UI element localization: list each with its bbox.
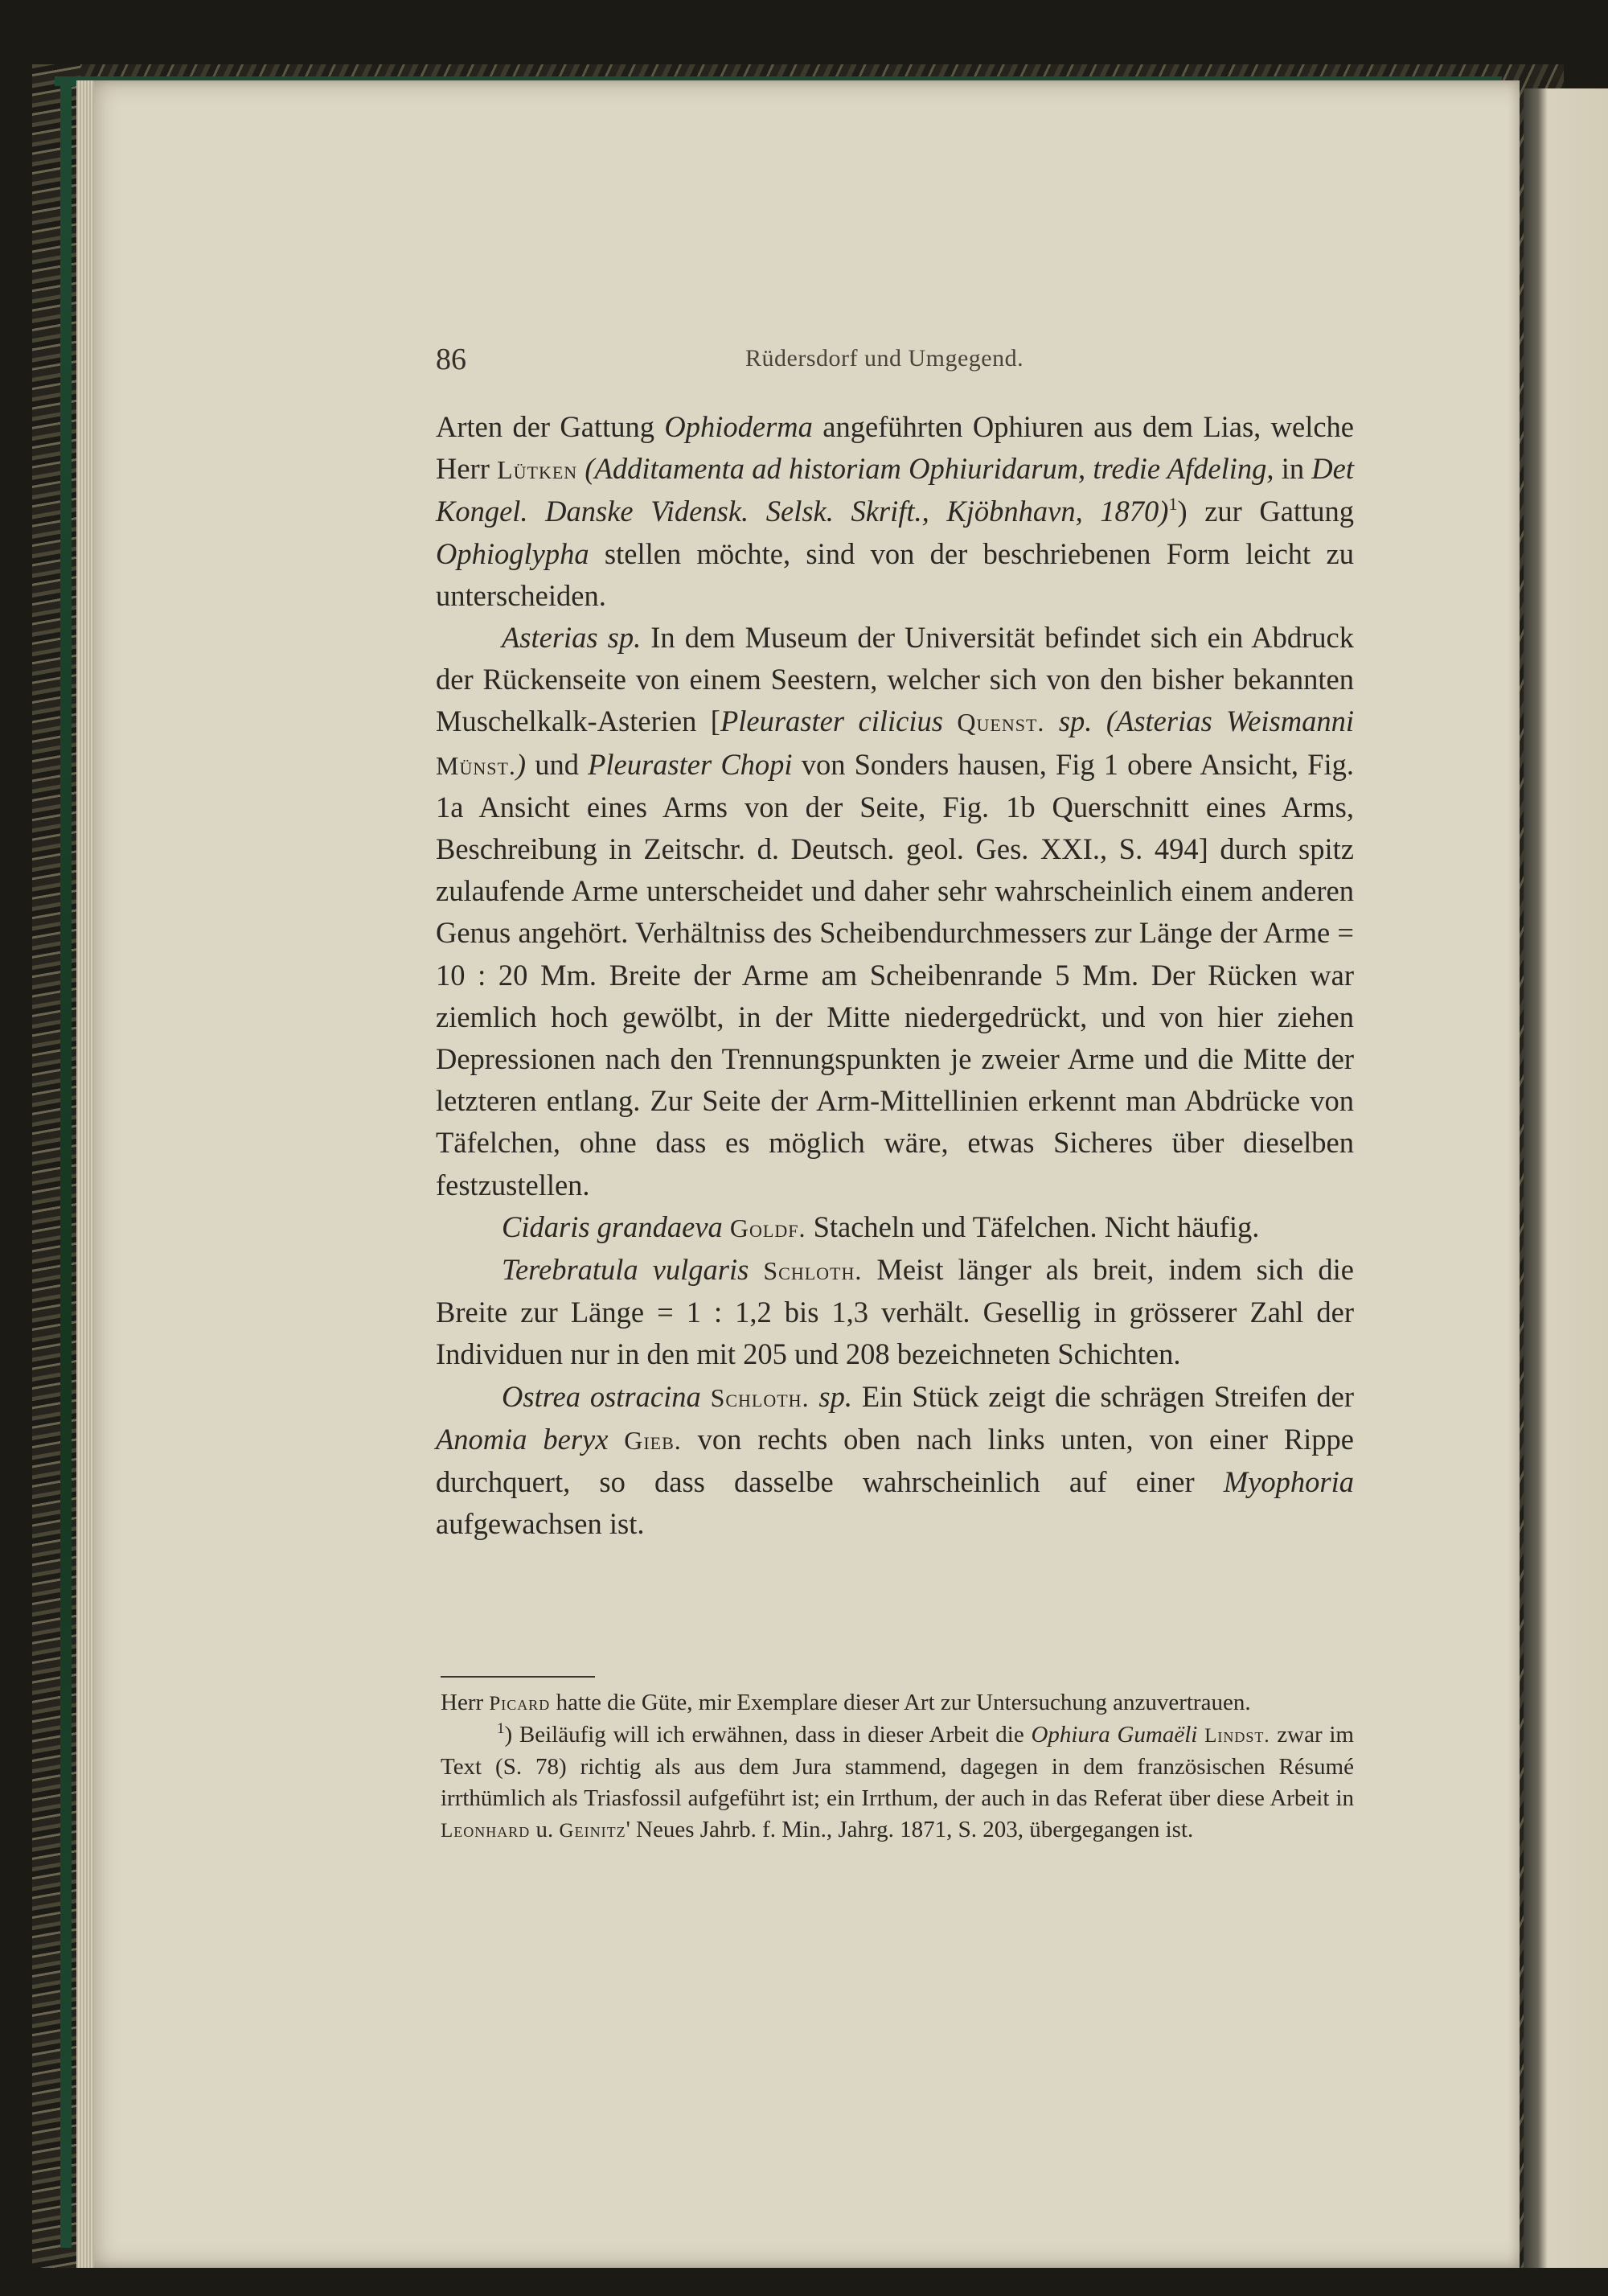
- taxon-name: Ostrea ostracina: [502, 1379, 701, 1413]
- text-run: [1197, 1722, 1204, 1748]
- footnotes: [441, 1687, 1354, 1846]
- taxon-name: Ophioderma: [664, 410, 813, 443]
- text-run: hatte die Güte, mir Exemplare dieser Art zur Untersuchung anzuvertrauen.: [550, 1690, 1251, 1715]
- taxon-name: Ophiura Gumaëli: [1031, 1722, 1198, 1748]
- author-name: Schloth.: [763, 1256, 863, 1286]
- body-text: [436, 406, 1354, 1545]
- paragraph-ophiuren: [436, 406, 1354, 617]
- author-name: Münst.: [436, 750, 516, 780]
- text-run: u.: [530, 1817, 560, 1842]
- text-run: und: [526, 747, 589, 781]
- taxon-name: Anomia beryx: [436, 1422, 609, 1456]
- author-name: Lindst.: [1204, 1725, 1270, 1747]
- text-run: von rechts oben nach links unten, von einer Rippe durchquert, so dass dasselbe wahrscheinlich auf einer: [436, 1422, 1355, 1499]
- text-run: angeführten Ophiuren aus dem Lias, welche Herr: [436, 410, 1354, 486]
- running-head: Rüdersdorf und Umgegend.: [745, 345, 1024, 372]
- paragraph-asterias: [436, 617, 1354, 1206]
- paragraph-ostrea: [436, 1376, 1354, 1546]
- text-run: [943, 704, 957, 737]
- author-name: Goldf.: [729, 1213, 806, 1242]
- paragraph-cidaris: [436, 1206, 1354, 1249]
- citation-title: Det Kongel. Danske Vidensk. Selsk. Skrift., Kjöbnhavn, 1870): [436, 452, 1354, 528]
- text-run: [1044, 704, 1058, 737]
- author-name: Quenst.: [957, 708, 1045, 737]
- taxon-name: Asterias sp.: [502, 621, 642, 655]
- citation-title: (Additamenta ad historiam Ophiuridarum, tredie Afdeling,: [577, 452, 1274, 486]
- page-number: 86: [436, 343, 466, 376]
- text-run: [723, 1210, 730, 1243]
- footnote-marker: 1: [497, 1720, 505, 1737]
- text-run: Ein Stück zeigt die schrägen Streifen der: [852, 1379, 1354, 1413]
- text-run: ' Neues Jahrb. f. Min., Jahrg. 1871, S. 203, übergegangen ist.: [626, 1817, 1194, 1842]
- paragraph-terebratula: [436, 1249, 1354, 1376]
- text-run: von Sonders hausen, Fig 1 obere Ansicht, Fig. 1a Ansicht eines Arms von der Seite, Fig. 1b Querschnitt eines Arms, Beschreibung in Zeitschr. d. Deutsch. geol. Ges. XXI., S. 494] durch spitz zulaufende Arme unterscheidet und daher sehr wahrscheinlich einem anderen Genus angehört. Verhältniss des Scheibendurchmessers zur Länge der Arme = 10 : 20 Mm. Breite der Arme am Scheibenrande 5 Mm. Der Rücken war ziemlich hoch gewölbt, in der Mitte niedergedrückt, und von hier ziehen Depressionen nach den Trennungspunkten je zweier Arme und die Mitte der letzteren entlang. Zur Seite der Arm-Mittellinien erkennt man Abdrücke von Täfelchen, ohne dass es möglich wäre, etwas Sicheres über dieselben festzustellen.: [436, 747, 1354, 1201]
- page-stack-edge: [76, 80, 94, 2268]
- text-run: [608, 1423, 624, 1456]
- text-run: In dem Museum der Universität befindet sich ein Abdruck der Rückenseite von einem Seestern, welcher sich von den bisher bekannten Muschelkalk-Asterien [: [436, 621, 1354, 738]
- taxon-name: Terebratula vulgaris: [502, 1253, 749, 1287]
- text-run: [701, 1380, 711, 1413]
- text-run: zwar im Text (S. 78) richtig als aus dem Jura stammend, dagegen in dem französischen Résumé irrthümlich als Triasfossil aufgeführt ist; ein Irrthum, der auch in das Referat über diese Arbeit in: [441, 1722, 1354, 1811]
- text-run: Herr: [441, 1690, 490, 1715]
- author-name: Leonhard: [441, 1820, 531, 1842]
- taxon-name: (Asterias Weismanni: [1092, 704, 1354, 738]
- footnote-marker: 1: [1168, 494, 1178, 515]
- book-spine-edge: [32, 64, 80, 2268]
- author-name: Picard: [489, 1693, 551, 1715]
- text-run: [749, 1253, 763, 1286]
- taxon-name: Ophioglypha: [436, 536, 589, 570]
- text-run: stellen möchte, sind von der beschriebenen Form leicht zu unterscheiden.: [436, 536, 1354, 612]
- author-name: Schloth.: [710, 1382, 810, 1412]
- text-run: Arten der Gattung: [436, 410, 665, 443]
- text-run: ): [515, 747, 527, 781]
- author-name: Geinitz: [559, 1820, 626, 1842]
- author-name: Lütken: [497, 455, 578, 485]
- text-run: in: [1274, 452, 1312, 486]
- text-run: Meist länger als breit, indem sich die Breite zur Länge = 1 : 1,2 bis 1,3 verhält. Gesellig in grösserer Zahl der Individuen nur in den mit 205 und 208 bezeichneten Schichten.: [436, 1253, 1354, 1371]
- text-run: Stacheln und Täfelchen. Nicht häufig.: [806, 1210, 1260, 1243]
- taxon-name: Cidaris grandaeva: [502, 1210, 723, 1243]
- text-run: aufgewachsen ist.: [436, 1507, 645, 1541]
- taxon-name: Pleuraster cilicius: [720, 704, 943, 738]
- footnote-separator: [441, 1676, 595, 1678]
- author-name: Gieb.: [624, 1425, 682, 1455]
- facing-page-edge: [1524, 88, 1608, 2268]
- text-run: [810, 1380, 819, 1413]
- footnote-picard: [441, 1687, 1354, 1719]
- taxon-name: Pleuraster Chopi: [588, 747, 793, 781]
- page-header: [436, 342, 1352, 386]
- taxon-abbrev: sp.: [1058, 704, 1093, 738]
- taxon-name: Myophoria: [1223, 1465, 1354, 1499]
- taxon-abbrev: sp.: [818, 1379, 852, 1413]
- binding-strip-left: [60, 76, 72, 2248]
- footnote-1: [441, 1719, 1354, 1846]
- text-run: ) Beiläufig will ich erwähnen, dass in dieser Arbeit die: [504, 1722, 1032, 1748]
- text-run: ) zur Gattung: [1177, 495, 1354, 528]
